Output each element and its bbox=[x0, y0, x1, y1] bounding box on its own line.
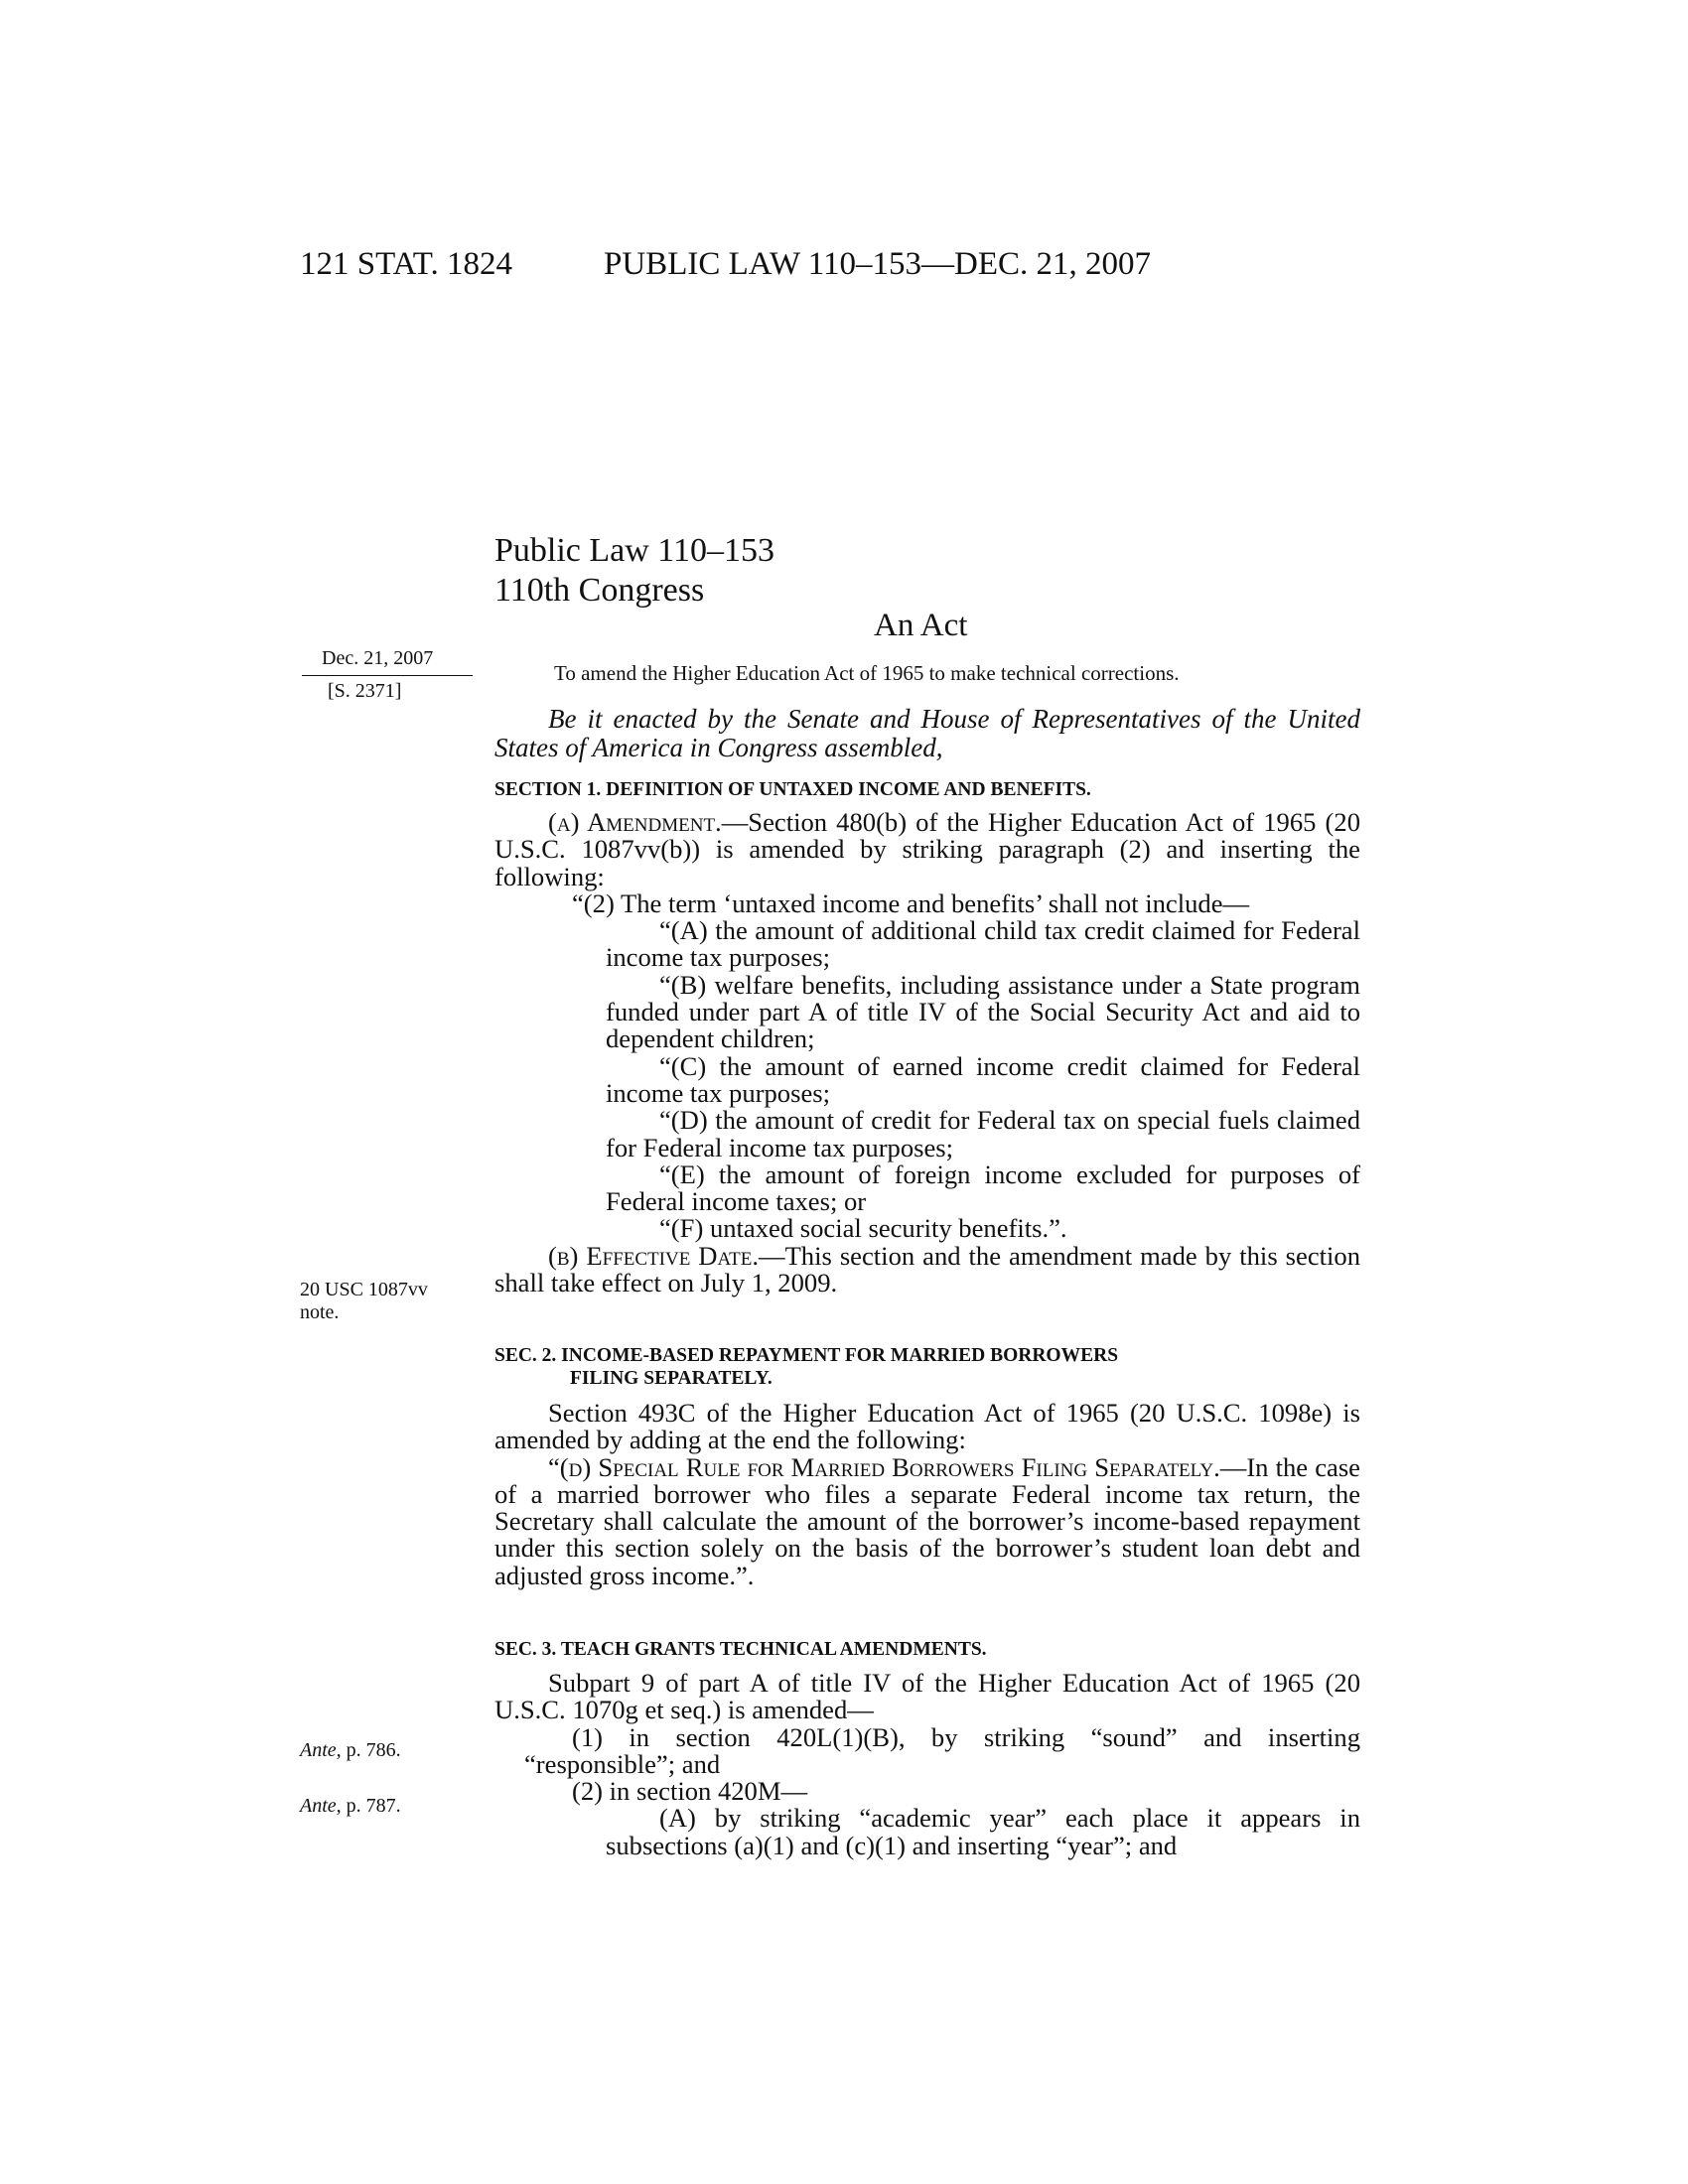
item-e: “(E) the amount of foreign income excluded for purposes of Federal income taxes; or bbox=[606, 1159, 1360, 1217]
law-title-block bbox=[494, 531, 774, 611]
section-2-body bbox=[494, 1400, 1360, 1589]
section-3-item-2: (2) in section 420M— bbox=[572, 1776, 808, 1807]
paragraph-2: “(2) The term ‘untaxed income and benefits’ shall not include— bbox=[572, 887, 1250, 918]
act-heading: An Act bbox=[874, 608, 968, 643]
margin-date: Dec. 21, 2007 bbox=[322, 647, 434, 669]
section-3-item-a: (A) by striking “academic year” each place it appears in subsections (a)(1) and (c)(1) and inserting “year”; and bbox=[606, 1803, 1360, 1860]
section-3-heading: SEC. 3. TEACH GRANTS TECHNICAL AMENDMENTS. bbox=[494, 1639, 987, 1660]
margin-usc-note: 20 USC 1087vv note. bbox=[300, 1279, 428, 1323]
act-purpose: To amend the Higher Education Act of 1965 to make technical corrections. bbox=[554, 661, 1180, 685]
section-2-heading: SEC. 2. INCOME-BASED REPAYMENT FOR MARRIED BORROWERS FILING SEPARATELY. bbox=[494, 1345, 1119, 1389]
section-2-intro: Section 493C of the Higher Education Act of 1965 (20 U.S.C. 1098e) is amended by adding at the end the following: bbox=[494, 1398, 1360, 1455]
margin-divider bbox=[302, 675, 473, 676]
item-a: “(A) the amount of additional child tax credit claimed for Federal income tax purposes; bbox=[606, 915, 1360, 973]
item-f: “(F) untaxed social security benefits.”. bbox=[659, 1213, 1067, 1244]
section-3-intro: Subpart 9 of part A of title IV of the Higher Education Act of 1965 (20 U.S.C. 1070g et seq.) is amended— bbox=[494, 1668, 1360, 1725]
subsection-a: (a) Amendment.—Section 480(b) of the Higher Education Act of 1965 (20 U.S.C. 1087vv(b)) is amended by striking paragraph (2) and inserting the following: bbox=[494, 807, 1360, 891]
item-b: “(B) welfare benefits, including assistance under a State program funded under part A of title IV of the Social Security Act and aid to dependent children; bbox=[606, 969, 1360, 1054]
item-c: “(C) the amount of earned income credit claimed for Federal income tax purposes; bbox=[606, 1050, 1360, 1108]
running-title: PUBLIC LAW 110–153—DEC. 21, 2007 bbox=[604, 246, 1152, 282]
subsection-b: (b) Effective Date.—This section and the amendment made by this section shall take effect on July 1, 2009. bbox=[494, 1240, 1360, 1298]
margin-bill-number: [S. 2371] bbox=[328, 680, 402, 702]
section-3-body bbox=[494, 1670, 1360, 1859]
public-law-number: Public Law 110–153 bbox=[494, 532, 775, 569]
item-d: “(D) the amount of credit for Federal tax on special fuels claimed for Federal income tax purposes; bbox=[606, 1105, 1360, 1162]
section-1-heading: SECTION 1. DEFINITION OF UNTAXED INCOME AND BENEFITS. bbox=[494, 779, 1091, 800]
enacting-clause: Be it enacted by the Senate and House of Representatives of the United States of America in Congress assembled, bbox=[494, 704, 1360, 762]
section-1-body bbox=[494, 809, 1360, 1297]
stat-page-reference: 121 STAT. 1824 bbox=[300, 246, 513, 282]
congress-number: 110th Congress bbox=[494, 572, 705, 609]
margin-ante-787: Ante, p. 787. bbox=[300, 1795, 401, 1817]
section-3-item-1: (1) in section 420L(1)(B), by striking “sound” and inserting “responsible”; and bbox=[524, 1721, 1360, 1779]
margin-ante-786: Ante, p. 786. bbox=[300, 1739, 401, 1761]
subsection-d: “(d) Special Rule for Married Borrowers Filing Separately.—In the case of a married borrower who files a separate Federal income tax return, the Secretary shall calculate the amount of the borrower’s income-based repayment under this section solely on the basis of the borrower’s student loan debt and adjusted gross income.”. bbox=[494, 1451, 1360, 1590]
